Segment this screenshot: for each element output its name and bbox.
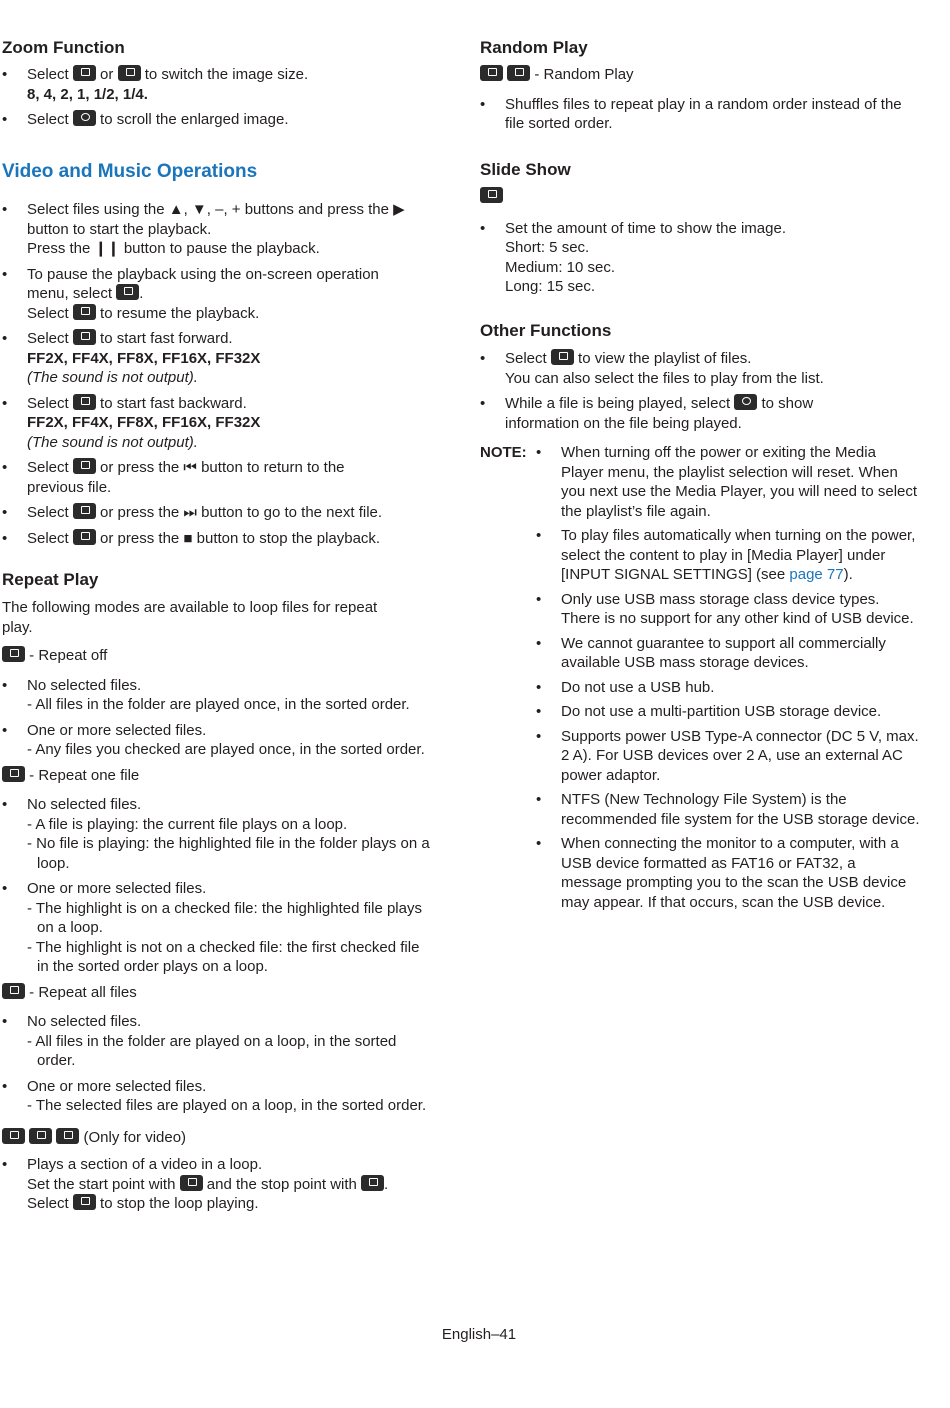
zoom-in-icon	[73, 65, 96, 81]
loop-stop-icon	[361, 1175, 384, 1191]
list-item: • One or more selected files. - Any files you checked are played once, in the sorted order.	[2, 721, 432, 760]
fast-backward-icon	[73, 394, 96, 410]
repeat-play-heading: Repeat Play	[2, 570, 99, 589]
list-item: • To pause the playback using the on-screen operation menu, select . Select to resume the playback.	[2, 265, 432, 324]
stop-icon	[73, 529, 96, 545]
list-item: • Only use USB mass storage class device types. There is no support for any other kind of USB device.	[536, 590, 920, 629]
list-item: • Do not use a multi-partition USB storage device.	[536, 702, 920, 722]
video-music-heading: Video and Music Operations	[2, 161, 258, 182]
list-item: • Select to start fast forward. FF2X, FF4X, FF8X, FF16X, FF32X (The sound is not output).	[2, 329, 432, 388]
list-item: • When connecting the monitor to a computer, with a USB device formatted as FAT16 or FAT32, a message prompting you to the scan the USB device may appear. If that occurs, scan the USB device.	[536, 834, 920, 912]
loop-none-icon	[2, 1128, 25, 1144]
note-list	[536, 443, 920, 917]
list-item: • While a file is being played, select to show information on the file being played.	[480, 394, 920, 433]
list-item: • Supports power USB Type-A connector (DC 5 V, max. 2 A). For USB devices over 2 A, use an external AC power adaptor.	[536, 727, 920, 786]
previous-icon	[73, 458, 96, 474]
info-icon	[734, 394, 757, 410]
loop-set-b-icon	[56, 1128, 79, 1144]
fast-forward-icon	[73, 329, 96, 345]
page-link[interactable]: page 77	[789, 566, 844, 583]
other-functions-heading: Other Functions	[480, 321, 612, 340]
list-item: • One or more selected files. - The highlight is on a checked file: the highlighted file plays on a loop. - The highlight is not on a checked file: the first checked file in the sorted order plays on a loop.	[2, 879, 432, 977]
next-icon	[73, 503, 96, 519]
list-item: • When turning off the power or exiting the Media Player menu, the playlist selection will reset. When you next use the Media Player, you will need to select the playlist’s file again.	[536, 443, 920, 521]
list-item: • To play files automatically when turning on the power, select the content to play in [Media Player] under [INPUT SIGNAL SETTINGS] (see page 77).	[536, 526, 920, 585]
zoom-function-heading: Zoom Function	[2, 38, 125, 57]
note-label: NOTE:	[480, 444, 527, 461]
list-item: • Set the amount of time to show the image. Short: 5 sec. Medium: 10 sec. Long: 15 sec.	[480, 219, 920, 297]
zoom-function-list	[2, 65, 432, 130]
list-item: • No selected files. - All files in the folder are played on a loop, in the sorted order.	[2, 1012, 432, 1071]
pause-icon	[116, 284, 139, 300]
play-icon	[73, 304, 96, 320]
list-item: • Select files using the ▲, ▼, –, + buttons and press the ▶ button to start the playback. Press the ❙❙ button to pause the playback.	[2, 200, 432, 259]
loop-set-a-icon	[29, 1128, 52, 1144]
slide-show-section	[480, 187, 920, 297]
move-view-icon	[73, 110, 96, 126]
list-item: • One or more selected files. - The selected files are played on a loop, in the sorted order.	[2, 1077, 432, 1116]
loop-start-icon	[180, 1175, 203, 1191]
random-play-heading: Random Play	[480, 38, 588, 57]
repeat-one-icon	[2, 766, 25, 782]
list-item: • Plays a section of a video in a loop. Set the start point with and the stop point with . Select to stop the loop playing.	[2, 1155, 432, 1214]
list-item: • Select to scroll the enlarged image.	[2, 110, 432, 130]
list-item: • Select or press the ⏭ button to go to the next file.	[2, 503, 432, 523]
repeat-play-section: The following modes are available to loop files for repeat play. - Repeat off • No selected files. - All files in the folder are played once, in the sorted order. • One or more selected files. - Any files you checked are played once, in the sorted order. - Repeat one file • No selected files. - A file is playing: the current file plays on a loop. - No file is playing: the highlighted file in the folder plays on a loop. • One or more selected files. - The highlight is on a checked file: the highlighted file plays on a loop. - The highlight is not on a checked file: the first checked file in the sorted order plays on a loop. - Repeat all files • No selected files. - All files in the folder are played on a loop, in the sorted order. • One or more selected files. - The selected files are played on a loop, in the sorted order. (Only for video) • Plays a section of a video in a loop. Set the start point with and the stop point with . Select to stop the loop playing.	[2, 598, 432, 1214]
slide-show-heading: Slide Show	[480, 160, 571, 179]
list-item: • No selected files. - A file is playing: the current file plays on a loop. - No file is playing: the highlighted file in the folder plays on a loop.	[2, 795, 432, 873]
slide-show-icon	[480, 187, 503, 203]
random-on-icon	[480, 65, 503, 81]
list-item: • Select to start fast backward. FF2X, FF4X, FF8X, FF16X, FF32X (The sound is not output).	[2, 394, 432, 453]
list-item: • Select or press the ■ button to stop the playback.	[2, 529, 432, 549]
list-item: • NTFS (New Technology File System) is the recommended file system for the USB storage device.	[536, 790, 920, 829]
list-item: • Do not use a USB hub.	[536, 678, 920, 698]
list-item: • Shuffles files to repeat play in a random order instead of the file sorted order.	[480, 95, 920, 134]
list-item: • No selected files. - All files in the folder are played once, in the sorted order.	[2, 676, 432, 715]
repeat-all-icon	[2, 983, 25, 999]
list-item: • We cannot guarantee to support all commercially available USB mass storage devices.	[536, 634, 920, 673]
list-item: • Select to view the playlist of files. You can also select the files to play from the list.	[480, 349, 920, 388]
repeat-none-icon	[2, 646, 25, 662]
list-item: • Select or press the ⏮ button to return to the previous file.	[2, 458, 432, 497]
list-item: • Select or to switch the image size. 8, 4, 2, 1, 1/2, 1/4.	[2, 65, 432, 104]
other-functions-list	[480, 349, 920, 433]
random-off-icon	[507, 65, 530, 81]
random-play-section: - Random Play • Shuffles files to repeat play in a random order instead of the file sorted order.	[480, 65, 920, 134]
playlist-icon	[551, 349, 574, 365]
page-number: English–41	[441, 1326, 517, 1343]
zoom-out-icon	[118, 65, 141, 81]
loop-none-icon	[73, 1194, 96, 1210]
video-music-list	[2, 200, 432, 548]
